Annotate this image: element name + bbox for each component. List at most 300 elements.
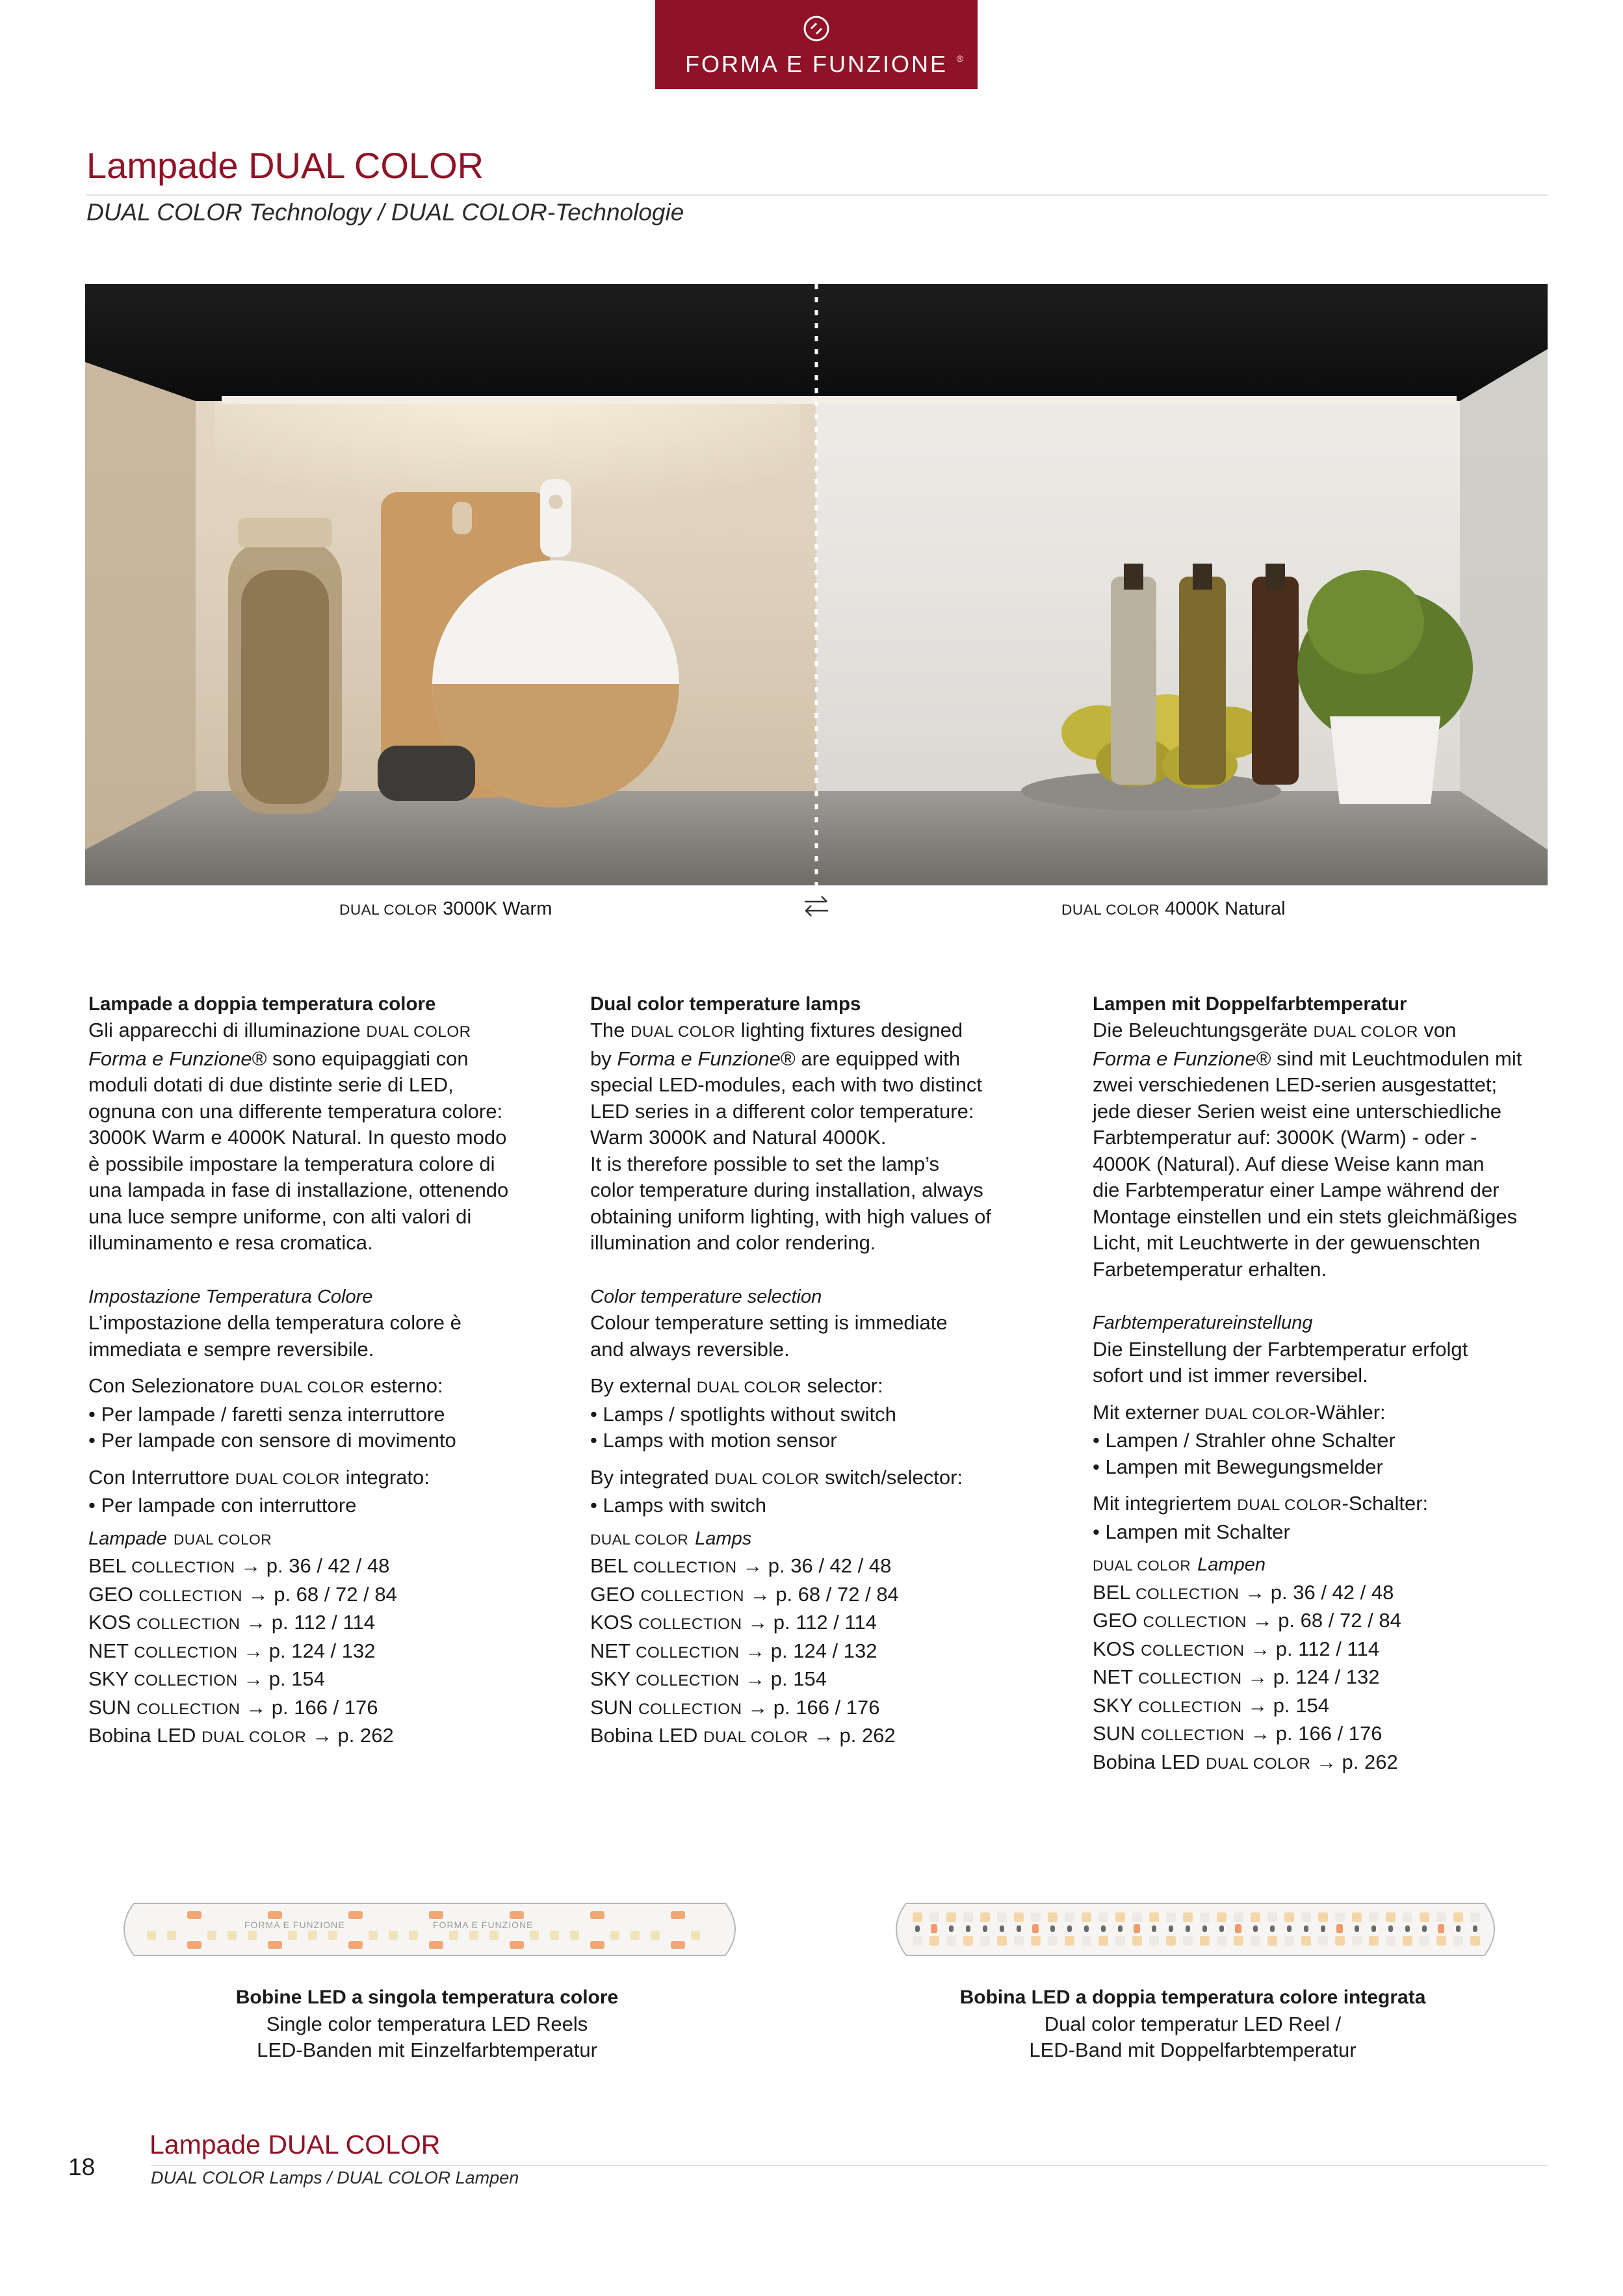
- column-german: [1093, 991, 1561, 1777]
- collection-pages: → p. 154: [739, 1667, 827, 1690]
- integrated-label-part: switch/selector:: [819, 1465, 963, 1489]
- collection-refs: [590, 1526, 1058, 1751]
- collection-name: NET: [590, 1639, 636, 1662]
- collection-name: KOS: [1093, 1637, 1141, 1660]
- led-resistor: [1235, 1924, 1241, 1933]
- collection-name: Bobina LED: [1093, 1750, 1206, 1773]
- collection-ref: [1093, 1580, 1561, 1608]
- lamps-label-part: DUAL COLOR: [1093, 1558, 1191, 1574]
- led-chip: [913, 1936, 922, 1946]
- caption-natural-text: 4000K Natural: [1165, 898, 1286, 919]
- led-contact: [1388, 1925, 1393, 1932]
- external-label-part: -Wähler:: [1309, 1400, 1386, 1424]
- reel-print-text: FORMA E FUNZIONE: [244, 1920, 345, 1930]
- external-label-part: Con Selezionatore: [88, 1374, 260, 1397]
- body-line: [88, 1204, 556, 1231]
- title-divider: [86, 194, 1548, 196]
- led-chip: [369, 1931, 378, 1940]
- body-line-part: Montage einstellen und ein stets gleichmäßiges: [1093, 1205, 1518, 1228]
- led-chip: [1115, 1936, 1125, 1946]
- collection-ref: [88, 1582, 556, 1610]
- led-chip: [449, 1931, 458, 1940]
- column-body: [88, 1017, 556, 1257]
- collection-name: SKY: [88, 1667, 135, 1690]
- led-chip: [1048, 1936, 1058, 1946]
- selection-text: [88, 1310, 556, 1363]
- led-contact: [1186, 1925, 1190, 1932]
- led-contact: [1355, 1925, 1359, 1932]
- collection-tag: COLLECTION: [136, 1700, 240, 1718]
- integrated-switch: [88, 1465, 556, 1519]
- body-line-part: lighting fixtures designed: [735, 1019, 963, 1041]
- led-resistor: [1032, 1924, 1039, 1933]
- led-chip: [1234, 1936, 1243, 1946]
- led-chip: [1183, 1912, 1193, 1922]
- led-chip: [530, 1931, 539, 1940]
- body-line-part: moduli dotati di due distinte serie di LED,: [88, 1073, 454, 1096]
- led-chip: [1284, 1912, 1294, 1922]
- integrated-label-part: DUAL COLOR: [714, 1470, 820, 1488]
- body-line-part: by: [590, 1047, 617, 1070]
- body-line: [1093, 1257, 1561, 1283]
- led-chip: [1403, 1936, 1412, 1946]
- collection-name: GEO: [590, 1582, 641, 1606]
- led-contact: [1253, 1925, 1258, 1932]
- led-chip: [630, 1931, 640, 1940]
- external-label-part: By external: [590, 1374, 697, 1397]
- led-contact: [1152, 1925, 1156, 1932]
- external-label-part: esterno:: [364, 1374, 443, 1397]
- dual-color-led-reel: [887, 1890, 1504, 1968]
- body-line: [88, 1072, 556, 1099]
- led-contact: [915, 1925, 920, 1932]
- collection-refs: [1093, 1552, 1561, 1777]
- led-chip: [1132, 1912, 1142, 1922]
- led-resistor: [671, 1911, 685, 1919]
- body-line: [1093, 1046, 1561, 1073]
- body-line-part: von: [1418, 1019, 1457, 1041]
- reel-caption-single-en: Single color temperatura LED Reels: [266, 2012, 588, 2035]
- body-line-part: obtaining uniform lighting, with high values of: [590, 1205, 991, 1228]
- column-heading: Dual color temperature lamps: [590, 993, 861, 1015]
- led-chip: [1386, 1912, 1396, 1922]
- footer-divider: [151, 2165, 1548, 2166]
- led-chip: [328, 1931, 337, 1940]
- led-contact: [966, 1925, 970, 1932]
- body-line-part: Gli apparecchi di illuminazione: [88, 1019, 367, 1041]
- body-line-part: DUAL COLOR: [630, 1023, 736, 1041]
- brand-name: FORMA E FUNZIONE: [684, 51, 948, 77]
- body-line: [590, 1125, 1058, 1151]
- collection-name: SKY: [1093, 1693, 1139, 1717]
- selection-line: sofort und ist immer reversibel.: [1093, 1364, 1368, 1387]
- led-contact: [1304, 1925, 1308, 1932]
- external-label-part: selector:: [801, 1374, 883, 1397]
- collection-name: Bobina LED: [88, 1724, 202, 1747]
- lamps-label-part: Lampen: [1197, 1554, 1266, 1575]
- body-line: [1093, 1230, 1561, 1257]
- brand-logo: [655, 0, 978, 89]
- collection-ref: [88, 1723, 556, 1751]
- led-chip: [389, 1931, 398, 1940]
- integrated-label-part: DUAL COLOR: [235, 1470, 340, 1488]
- led-chip: [570, 1931, 579, 1940]
- collection-ref: [1093, 1608, 1561, 1636]
- page-title: Lampade DUAL COLOR: [86, 145, 484, 186]
- led-chip: [1436, 1912, 1446, 1922]
- collection-ref: [88, 1695, 556, 1723]
- collection-ref: [1093, 1636, 1561, 1665]
- body-line: [88, 1017, 556, 1046]
- led-chip: [1335, 1936, 1345, 1946]
- collection-pages: → p. 262: [1310, 1750, 1398, 1773]
- integrated-switch: [590, 1465, 1058, 1519]
- body-line-part: ® sind mit Leuchtmodulen mit: [1256, 1047, 1522, 1070]
- collection-ref: [590, 1723, 1058, 1751]
- collection-pages: → p. 36 / 42 / 48: [1239, 1580, 1394, 1604]
- led-contact: [1422, 1925, 1427, 1932]
- collection-tag: COLLECTION: [636, 1643, 740, 1662]
- body-line-part: jede dieser Serien weist eine unterschiedliche: [1093, 1099, 1501, 1123]
- body-line: [88, 1125, 556, 1151]
- led-chip: [1048, 1912, 1058, 1922]
- list-item: • Lamps with motion sensor: [590, 1429, 837, 1452]
- brand-reg: ®: [956, 53, 963, 64]
- led-chip: [913, 1912, 922, 1922]
- collection-name: NET: [88, 1639, 135, 1662]
- reel-caption-dual-title: Bobina LED a doppia temperatura colore integrata: [959, 1987, 1426, 2008]
- body-line: [1093, 1204, 1561, 1231]
- led-chip: [288, 1931, 297, 1940]
- collection-pages: → p. 112 / 114: [240, 1611, 375, 1634]
- body-line-part: special LED-modules, each with two distinct: [590, 1073, 983, 1096]
- led-chip: [1149, 1912, 1159, 1922]
- collection-tag: DUAL COLOR: [201, 1729, 307, 1746]
- led-chip: [1200, 1936, 1210, 1946]
- led-contact: [1101, 1925, 1106, 1932]
- led-chip: [1031, 1936, 1041, 1946]
- led-resistor: [268, 1911, 282, 1919]
- caption-warm: [339, 898, 552, 920]
- led-chip: [167, 1931, 176, 1940]
- collection-tag: COLLECTION: [633, 1559, 737, 1576]
- caption-warm-prefix: DUAL COLOR: [339, 902, 438, 918]
- list-item: • Lampen mit Schalter: [1093, 1520, 1290, 1543]
- led-chip: [1014, 1912, 1024, 1922]
- led-contact: [1473, 1925, 1477, 1932]
- collection-name: SUN: [88, 1695, 137, 1719]
- led-chip: [1082, 1912, 1091, 1922]
- body-line-part: è possibile impostare la temperatura colore di: [88, 1152, 495, 1175]
- body-line-part: 3000K Warm e 4000K Natural. In questo modo: [88, 1126, 507, 1149]
- collection-ref: [1093, 1693, 1561, 1721]
- column-body: [1093, 1017, 1561, 1283]
- collection-ref: [1093, 1749, 1561, 1778]
- led-chip: [1065, 1936, 1074, 1946]
- body-line: [88, 1230, 556, 1257]
- collection-tag: COLLECTION: [640, 1587, 744, 1605]
- led-chip: [1082, 1936, 1091, 1946]
- body-line-part: una luce sempre uniforme, con alti valori di: [88, 1205, 472, 1228]
- selection-line: and always reversible.: [590, 1337, 790, 1361]
- led-chip: [1403, 1912, 1412, 1922]
- body-line: [590, 1230, 1058, 1257]
- collection-pages: → p. 68 / 72 / 84: [744, 1582, 899, 1606]
- collection-pages: → p. 154: [1241, 1693, 1329, 1717]
- collection-pages: → p. 112 / 114: [1244, 1637, 1379, 1660]
- led-chip: [1318, 1936, 1328, 1946]
- collection-tag: COLLECTION: [1141, 1727, 1245, 1744]
- led-contact: [1000, 1925, 1004, 1932]
- led-chip: [980, 1936, 990, 1946]
- body-line: [1093, 1072, 1561, 1099]
- collection-ref: [590, 1695, 1058, 1723]
- body-line-part: The: [590, 1019, 631, 1041]
- led-chip: [1149, 1936, 1159, 1946]
- caption-warm-text: 3000K Warm: [443, 898, 552, 919]
- collection-tag: COLLECTION: [1136, 1585, 1240, 1603]
- body-line: [1093, 1177, 1561, 1204]
- body-line-part: DUAL COLOR: [1313, 1023, 1418, 1041]
- led-resistor: [187, 1911, 201, 1919]
- collection-ref: [1093, 1721, 1561, 1749]
- led-chip: [1470, 1912, 1480, 1922]
- led-chip: [550, 1931, 559, 1940]
- led-resistor: [671, 1941, 685, 1949]
- led-chip: [946, 1912, 956, 1922]
- body-line-part: zwei verschiedenen LED-serien ausgestattet;: [1093, 1073, 1498, 1096]
- led-resistor: [510, 1941, 524, 1949]
- list-item: • Per lampade / faretti senza interruttore: [88, 1402, 445, 1426]
- reel-caption-dual: [900, 1984, 1485, 2064]
- led-resistor: [590, 1941, 604, 1949]
- led-chip: [1166, 1912, 1176, 1922]
- led-contact: [1050, 1925, 1055, 1932]
- led-contact: [1067, 1925, 1072, 1932]
- led-chip: [1014, 1936, 1024, 1946]
- led-contact: [1084, 1925, 1089, 1932]
- collection-pages: → p. 124 / 132: [739, 1639, 877, 1662]
- collection-tag: DUAL COLOR: [1206, 1755, 1311, 1773]
- led-chip: [1200, 1912, 1210, 1922]
- body-line: [1093, 1151, 1561, 1178]
- lamps-label-part: DUAL COLOR: [173, 1531, 272, 1548]
- led-chip: [1301, 1912, 1311, 1922]
- external-label: [1093, 1400, 1561, 1428]
- body-line-part: Forma e Funzione: [1093, 1047, 1256, 1070]
- collection-pages: → p. 166 / 176: [240, 1695, 378, 1719]
- led-chip: [1267, 1912, 1277, 1922]
- collection-tag: DUAL COLOR: [703, 1729, 809, 1746]
- column-english: [590, 991, 1058, 1751]
- integrated-label-part: Mit integriertem: [1093, 1492, 1238, 1515]
- lamps-label: [590, 1526, 1058, 1554]
- external-label-part: DUAL COLOR: [696, 1379, 801, 1396]
- led-chip: [980, 1912, 990, 1922]
- led-chip: [1065, 1912, 1074, 1922]
- body-line-part: ognuna con una differente temperatura colore:: [88, 1099, 503, 1123]
- led-chip: [1217, 1912, 1227, 1922]
- reel-caption-dual-en: Dual color temperatur LED Reel /: [1044, 2012, 1342, 2035]
- collection-ref: [88, 1638, 556, 1667]
- led-chip: [1132, 1936, 1142, 1946]
- led-chip: [1369, 1912, 1379, 1922]
- body-line-part: Farbetemperatur erhalten.: [1093, 1257, 1327, 1281]
- column-italian: [88, 991, 556, 1751]
- body-line-part: die Farbtemperatur einer Lampe während der: [1093, 1179, 1500, 1201]
- led-resistor: [931, 1924, 937, 1933]
- body-line-part: Forma e Funzione: [88, 1047, 252, 1070]
- selection-heading: Farbtemperatureinstellung: [1093, 1312, 1313, 1333]
- led-resistor: [1336, 1924, 1343, 1933]
- external-label-part: Mit externer: [1093, 1400, 1205, 1424]
- selection-line: L’impostazione della temperatura colore è: [88, 1311, 461, 1334]
- reel-caption-dual-de: LED-Band mit Doppelfarbtemperatur: [1029, 2039, 1357, 2061]
- integrated-label-part: DUAL COLOR: [1237, 1496, 1342, 1514]
- led-contact: [1118, 1925, 1123, 1932]
- collection-tag: COLLECTION: [134, 1643, 238, 1662]
- list-item: • Per lampade con interruttore: [88, 1494, 357, 1517]
- selection-line: immediata e sempre reversibile.: [88, 1337, 374, 1361]
- body-line-part: illumination and color rendering.: [590, 1231, 876, 1254]
- reel-caption-single-title: Bobine LED a singola temperatura colore: [235, 1987, 619, 2008]
- led-chip: [469, 1931, 478, 1940]
- led-chip: [308, 1931, 317, 1940]
- collection-tag: COLLECTION: [1138, 1670, 1242, 1688]
- led-contact: [983, 1925, 987, 1932]
- collection-tag: COLLECTION: [134, 1672, 238, 1689]
- led-chip: [1470, 1936, 1480, 1946]
- led-contact: [1405, 1925, 1410, 1932]
- body-line: [1093, 1099, 1561, 1125]
- led-chip: [409, 1931, 418, 1940]
- led-chip: [691, 1931, 700, 1940]
- body-line-part: Forma e Funzione: [617, 1047, 781, 1070]
- body-line-part: LED series in a different color temperature:: [590, 1099, 974, 1123]
- page-subtitle: DUAL COLOR Technology / DUAL COLOR-Technologie: [86, 199, 684, 226]
- lamps-label-part: Lampade: [88, 1528, 167, 1549]
- led-contact: [1270, 1925, 1275, 1932]
- led-resistor: [187, 1941, 201, 1949]
- body-line: [88, 1099, 556, 1125]
- lamps-label: [1093, 1552, 1561, 1580]
- lamps-label-part: Lamps: [695, 1528, 752, 1549]
- external-label-part: DUAL COLOR: [259, 1379, 365, 1396]
- collection-pages: → p. 68 / 72 / 84: [1246, 1609, 1401, 1632]
- integrated-label: [590, 1465, 1058, 1493]
- body-line: [88, 1177, 556, 1204]
- body-line-part: DUAL COLOR: [366, 1023, 471, 1041]
- collection-name: GEO: [88, 1582, 139, 1606]
- led-contact: [1219, 1925, 1224, 1932]
- led-chip: [1183, 1936, 1193, 1946]
- led-chip: [1251, 1912, 1260, 1922]
- collection-name: NET: [1093, 1665, 1139, 1688]
- external-selector: [590, 1373, 1058, 1454]
- swap-arrows-icon: [802, 893, 831, 919]
- collection-name: SKY: [590, 1667, 636, 1690]
- body-line: [88, 1151, 556, 1178]
- collection-pages: → p. 124 / 132: [237, 1639, 376, 1662]
- led-chip: [227, 1931, 237, 1940]
- led-contact: [1202, 1925, 1207, 1932]
- collection-ref: [1093, 1664, 1561, 1693]
- body-line-part: illuminamento e resa cromatica.: [88, 1231, 373, 1254]
- kitchen-photo: [85, 284, 1548, 885]
- collection-pages: → p. 68 / 72 / 84: [242, 1582, 397, 1606]
- led-chip: [1267, 1936, 1277, 1946]
- external-selector: [88, 1373, 556, 1454]
- reel-caption-single: [135, 1984, 720, 2064]
- led-chip: [1031, 1912, 1041, 1922]
- collection-pages: → p. 262: [306, 1724, 394, 1747]
- collection-tag: COLLECTION: [638, 1615, 742, 1633]
- led-chip: [1115, 1912, 1125, 1922]
- integrated-label: [1093, 1491, 1561, 1519]
- body-line: [590, 1072, 1058, 1099]
- reel-print-text: FORMA E FUNZIONE: [433, 1920, 534, 1930]
- led-chip: [1352, 1936, 1362, 1946]
- led-contact: [1017, 1925, 1021, 1932]
- led-resistor: [268, 1941, 282, 1949]
- led-chip: [929, 1936, 939, 1946]
- collection-name: SUN: [1093, 1722, 1141, 1745]
- body-line-part: It is therefore possible to set the lamp’s: [590, 1152, 940, 1175]
- body-line-part: una lampada in fase di installazione, ottenendo: [88, 1179, 509, 1201]
- led-chip: [651, 1931, 660, 1940]
- list-item: • Lamps / spotlights without switch: [590, 1402, 896, 1426]
- collection-ref: [590, 1610, 1058, 1638]
- led-chip: [1234, 1912, 1243, 1922]
- led-chip: [1098, 1912, 1108, 1922]
- led-chip: [929, 1912, 939, 1922]
- collection-tag: COLLECTION: [1143, 1613, 1247, 1631]
- collection-tag: COLLECTION: [138, 1587, 242, 1605]
- collection-tag: COLLECTION: [636, 1672, 740, 1689]
- collection-tag: COLLECTION: [638, 1700, 742, 1718]
- led-chip: [248, 1931, 257, 1940]
- reel-caption-single-de: LED-Banden mit Einzelfarbtemperatur: [257, 2039, 597, 2061]
- led-chip: [1453, 1936, 1463, 1946]
- caption-natural-prefix: DUAL COLOR: [1061, 902, 1160, 918]
- led-chip: [997, 1912, 1007, 1922]
- selection-line: Die Einstellung der Farbtemperatur erfolgt: [1093, 1337, 1468, 1361]
- collection-name: GEO: [1093, 1609, 1143, 1632]
- body-line-part: Die Beleuchtungsgeräte: [1093, 1019, 1314, 1041]
- column-heading: Lampen mit Doppelfarbtemperatur: [1093, 993, 1407, 1015]
- led-chip: [1251, 1936, 1260, 1946]
- list-item: • Lampen / Strahler ohne Schalter: [1093, 1429, 1396, 1452]
- integrated-label-part: -Schalter:: [1342, 1492, 1429, 1515]
- selection-heading: Color temperature selection: [590, 1286, 822, 1307]
- collection-tag: COLLECTION: [1138, 1698, 1242, 1716]
- collection-ref: [590, 1553, 1058, 1582]
- collection-tag: COLLECTION: [1141, 1641, 1245, 1660]
- collection-pages: → p. 262: [808, 1724, 896, 1747]
- body-line-part: Warm 3000K and Natural 4000K.: [590, 1126, 887, 1149]
- led-chip: [1352, 1912, 1362, 1922]
- integrated-label-part: Con Interruttore: [88, 1465, 235, 1489]
- collection-name: SUN: [590, 1695, 639, 1719]
- led-contact: [1371, 1925, 1376, 1932]
- body-line: [590, 1046, 1058, 1073]
- body-line: [1093, 1125, 1561, 1151]
- body-line-part: ® sono equipaggiati con: [252, 1047, 469, 1070]
- led-chip: [1318, 1912, 1328, 1922]
- external-label-part: DUAL COLOR: [1204, 1405, 1310, 1423]
- selection-text: [590, 1310, 1058, 1363]
- body-line: [590, 1177, 1058, 1204]
